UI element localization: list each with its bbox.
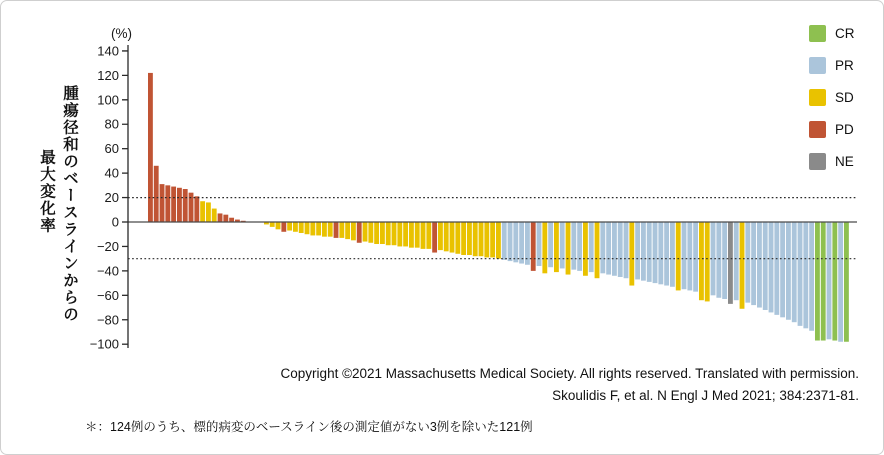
bar-pd — [531, 222, 536, 271]
bar-pd — [432, 222, 437, 253]
y-tick-label: −60 — [96, 287, 119, 303]
bar-pr — [734, 222, 739, 300]
bar-sd — [345, 222, 350, 239]
legend-label-cr: CR — [835, 26, 855, 41]
bar-pd — [218, 213, 223, 222]
bar-sd — [276, 222, 281, 229]
legend-label-ne: NE — [835, 154, 854, 169]
bar-sd — [392, 222, 397, 245]
bar-sd — [595, 222, 600, 278]
copyright-line2: Skoulidis F, et al. N Engl J Med 2021; 384:2371-81. — [552, 387, 859, 403]
bar-pr — [670, 222, 675, 287]
legend-item-cr — [809, 25, 855, 42]
bar-pr — [716, 222, 721, 298]
bar-pr — [612, 222, 617, 276]
bar-sd — [351, 222, 356, 240]
bar-sd — [542, 222, 547, 273]
y-tick-label: 120 — [97, 67, 119, 83]
bar-pd — [223, 215, 228, 222]
legend-swatch-cr — [809, 25, 826, 42]
bar-pd — [171, 187, 176, 222]
bar-sd — [380, 222, 385, 244]
legend-item-sd — [809, 89, 855, 106]
y-tick-label: −40 — [96, 263, 119, 279]
legend-label-pr: PR — [835, 58, 854, 73]
y-tick-label: 60 — [104, 141, 119, 157]
bar-pr — [809, 222, 814, 331]
bar-pr — [606, 222, 611, 275]
bar-pr — [589, 222, 594, 272]
footnote: ＊：124例のうち、標的病変のベースライン後の測定値がない3例を除いた121例 — [85, 420, 533, 434]
bar-pr — [687, 222, 692, 290]
bar-pd — [194, 196, 199, 222]
bar-pr — [624, 222, 629, 278]
bar-sd — [496, 222, 501, 259]
bar-sd — [299, 222, 304, 233]
bar-pr — [798, 222, 803, 326]
bar-pr — [792, 222, 797, 322]
bar-sd — [699, 222, 704, 300]
bar-pr — [774, 222, 779, 315]
bar-pr — [635, 222, 640, 279]
bar-sd — [676, 222, 681, 290]
bar-sd — [270, 222, 275, 227]
bar-sd — [397, 222, 402, 246]
bar-pr — [513, 222, 518, 262]
bar-sd — [403, 222, 408, 246]
bar-sd — [409, 222, 414, 248]
bar-pr — [508, 222, 513, 261]
y-tick-label: 100 — [97, 92, 119, 108]
bar-pr — [827, 222, 832, 339]
bar-pd — [148, 73, 153, 222]
bar-sd — [455, 222, 460, 254]
bar-pr — [769, 222, 774, 312]
bar-pr — [647, 222, 652, 282]
legend-swatch-pr — [809, 57, 826, 74]
bar-pr — [786, 222, 791, 320]
bar-sd — [328, 222, 333, 237]
bar-sd — [310, 222, 315, 235]
bar-pr — [618, 222, 623, 277]
bar-pr — [641, 222, 646, 281]
bar-pr — [838, 222, 843, 342]
bar-sd — [339, 222, 344, 238]
bar-sd — [368, 222, 373, 243]
bar-sd — [293, 222, 298, 232]
y-axis-title-line2: 最大変化率 — [38, 149, 55, 234]
bar-pr — [803, 222, 808, 328]
copyright-line1: Copyright ©2021 Massachusetts Medical Society. All rights reserved. Translated with permission. — [280, 366, 859, 381]
bar-sd — [461, 222, 466, 255]
bar-sd — [316, 222, 321, 235]
legend-label-pd: PD — [835, 122, 854, 137]
bar-sd — [705, 222, 710, 301]
bar-pr — [519, 222, 524, 264]
y-tick-label: −100 — [89, 336, 119, 352]
bar-pd — [183, 189, 188, 222]
bar-sd — [305, 222, 310, 234]
bar-pr — [757, 222, 762, 308]
bar-pd — [160, 184, 165, 222]
bar-pr — [682, 222, 687, 289]
bar-sd — [566, 222, 571, 275]
bar-pr — [763, 222, 768, 310]
bar-sd — [484, 222, 489, 257]
bar-sd — [206, 202, 211, 222]
y-tick-label: −20 — [96, 238, 119, 254]
legend-item-pd — [809, 121, 855, 138]
bar-sd — [740, 222, 745, 309]
bar-pr — [751, 222, 756, 305]
bar-sd — [629, 222, 634, 286]
bar-ne — [728, 222, 733, 304]
bar-sd — [490, 222, 495, 257]
bar-sd — [212, 209, 217, 222]
bar-sd — [415, 222, 420, 248]
y-tick-label: 40 — [104, 165, 119, 181]
bar-sd — [200, 201, 205, 222]
bar-pr — [693, 222, 698, 292]
bar-pr — [664, 222, 669, 286]
legend-item-pr — [809, 57, 855, 74]
bar-pr — [722, 222, 727, 299]
y-tick-label: 140 — [97, 43, 119, 59]
bar-sd — [438, 222, 443, 250]
bar-pr — [600, 222, 605, 273]
bar-sd — [374, 222, 379, 244]
copyright-notice — [281, 363, 859, 406]
bar-pd — [334, 222, 339, 238]
bar-cr — [815, 222, 820, 341]
bar-sd — [583, 222, 588, 276]
bar-sd — [444, 222, 449, 251]
bar-sd — [426, 222, 431, 249]
bar-cr — [844, 222, 849, 342]
bar-cr — [832, 222, 837, 341]
legend-swatch-pd — [809, 121, 826, 138]
bar-pd — [281, 222, 286, 232]
bar-sd — [322, 222, 327, 237]
bar-pd — [177, 188, 182, 222]
bar-sd — [467, 222, 472, 255]
bar-pr — [745, 222, 750, 303]
bar-sd — [386, 222, 391, 245]
y-axis-unit-label: (%) — [111, 26, 132, 41]
bar-pr — [658, 222, 663, 284]
y-tick-label: 80 — [104, 116, 119, 132]
legend-item-ne — [809, 153, 855, 170]
bar-pr — [780, 222, 785, 317]
bar-sd — [363, 222, 368, 242]
legend-label-sd: SD — [835, 90, 854, 105]
legend-swatch-ne — [809, 153, 826, 170]
y-axis-title-line1: 腫瘍径和のベースラインからの — [61, 85, 78, 323]
bar-sd — [479, 222, 484, 256]
y-tick-label: 20 — [104, 190, 119, 206]
bar-sd — [473, 222, 478, 256]
bar-pd — [165, 185, 170, 222]
bar-pr — [571, 222, 576, 270]
bar-pr — [502, 222, 507, 260]
bar-sd — [450, 222, 455, 253]
y-tick-label: −80 — [96, 312, 119, 328]
bar-pr — [577, 222, 582, 271]
bar-sd — [421, 222, 426, 249]
bar-sd — [554, 222, 559, 272]
bar-sd — [287, 222, 292, 231]
bar-pr — [548, 222, 553, 267]
legend-swatch-sd — [809, 89, 826, 106]
bar-pr — [653, 222, 658, 283]
y-tick-label: 0 — [111, 214, 119, 230]
bar-pd — [154, 166, 159, 222]
bar-pr — [537, 222, 542, 266]
bar-pr — [560, 222, 565, 268]
bar-cr — [821, 222, 826, 341]
legend — [809, 25, 855, 170]
bar-pd — [357, 222, 362, 243]
